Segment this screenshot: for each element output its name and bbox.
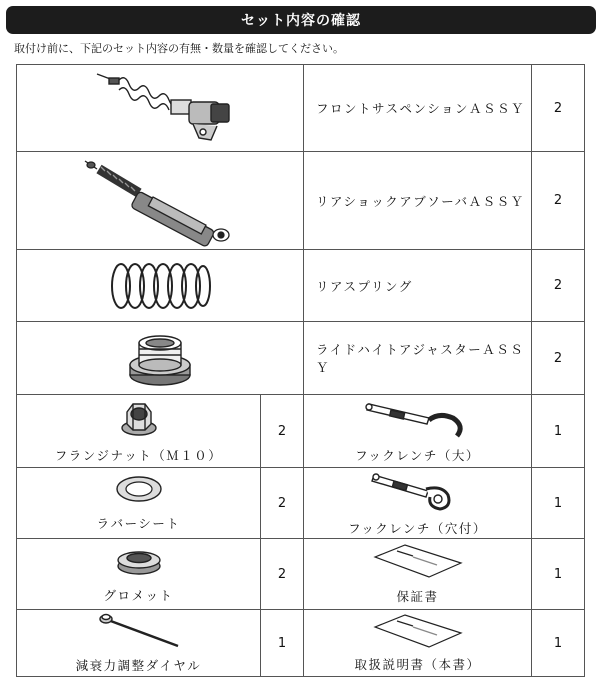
part-quantity: 1 bbox=[532, 610, 585, 677]
part-image-cell bbox=[17, 250, 304, 322]
front-suspension-icon bbox=[85, 68, 235, 148]
flange-nut-icon bbox=[119, 398, 159, 438]
part-cell bbox=[304, 468, 532, 539]
part-quantity: 2 bbox=[532, 322, 585, 395]
table-row bbox=[17, 395, 585, 468]
part-name: フランジナット（Ｍ１０） bbox=[54, 448, 223, 463]
part-cell bbox=[17, 395, 261, 468]
part-quantity: 2 bbox=[261, 395, 304, 468]
part-name: 減衰力調整ダイヤル bbox=[75, 658, 202, 673]
ride-height-adjuster-icon bbox=[125, 327, 195, 389]
table-row bbox=[17, 468, 585, 539]
part-image-cell bbox=[17, 65, 304, 152]
grommet-icon bbox=[116, 544, 162, 576]
table-row bbox=[17, 250, 585, 322]
table-row bbox=[17, 152, 585, 250]
part-name: リアスプリング bbox=[304, 250, 532, 322]
instruction-note: 取付け前に、下記のセット内容の有無・数量を確認してください。 bbox=[14, 42, 344, 55]
table-row bbox=[17, 610, 585, 677]
rear-spring-icon bbox=[105, 258, 215, 314]
instruction-manual-icon bbox=[373, 613, 463, 649]
part-name: リアショックアブソーバＡＳＳＹ bbox=[304, 152, 532, 250]
part-name: グロメット bbox=[103, 588, 174, 603]
parts-table bbox=[16, 64, 585, 677]
table-row bbox=[17, 539, 585, 610]
part-cell bbox=[17, 539, 261, 610]
part-quantity: 2 bbox=[261, 468, 304, 539]
part-quantity: 2 bbox=[261, 539, 304, 610]
part-name: フックレンチ（大） bbox=[355, 448, 480, 463]
part-name: 保証書 bbox=[396, 589, 439, 604]
table-row bbox=[17, 322, 585, 395]
part-quantity: 1 bbox=[532, 539, 585, 610]
part-cell bbox=[304, 610, 532, 677]
part-name: ライドハイトアジャスターＡＳＳＹ bbox=[304, 322, 532, 395]
part-quantity: 1 bbox=[532, 395, 585, 468]
part-quantity: 1 bbox=[261, 610, 304, 677]
part-name: フロントサスペンションＡＳＳＹ bbox=[304, 65, 532, 152]
part-name: 取扱説明書（本書） bbox=[354, 657, 481, 672]
part-quantity: 2 bbox=[532, 65, 585, 152]
damping-adjust-dial-icon bbox=[94, 612, 184, 650]
part-quantity: 2 bbox=[532, 152, 585, 250]
rubber-seat-icon bbox=[114, 474, 164, 504]
part-cell bbox=[17, 468, 261, 539]
part-image-cell bbox=[17, 322, 304, 395]
table-row bbox=[17, 65, 585, 152]
part-name: ラバーシート bbox=[96, 516, 181, 531]
warranty-card-icon bbox=[373, 543, 463, 579]
rear-shock-absorber-icon bbox=[75, 155, 245, 247]
section-header bbox=[6, 6, 596, 34]
part-cell bbox=[304, 395, 532, 468]
part-quantity: 2 bbox=[532, 250, 585, 322]
part-image-cell bbox=[17, 152, 304, 250]
part-name: フックレンチ（穴付） bbox=[348, 521, 487, 536]
section-title: セット内容の確認 bbox=[241, 13, 361, 29]
part-cell bbox=[17, 610, 261, 677]
part-quantity: 1 bbox=[532, 468, 585, 539]
hook-wrench-large-icon bbox=[363, 398, 473, 438]
part-cell bbox=[304, 539, 532, 610]
hook-wrench-holed-icon bbox=[368, 469, 468, 513]
